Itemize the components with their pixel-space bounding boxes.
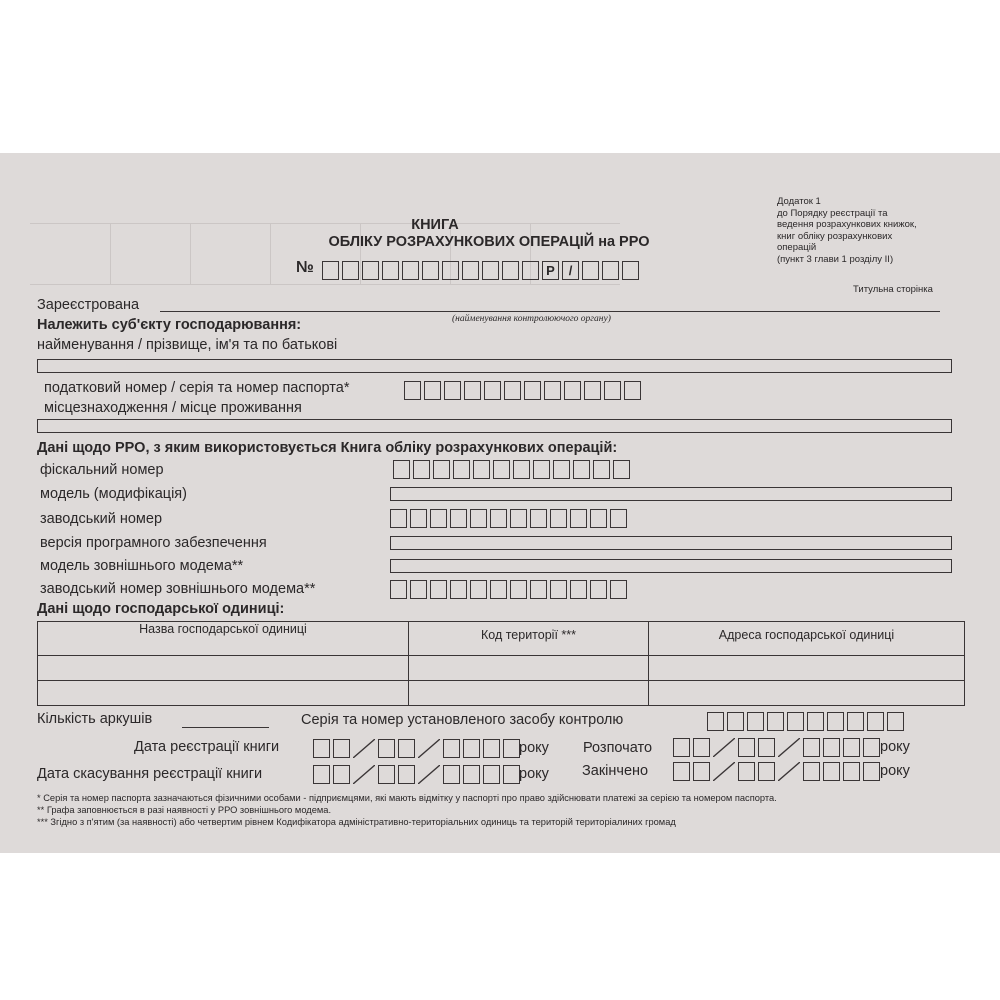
modem-serial-cell[interactable] xyxy=(410,580,427,599)
control-cell[interactable] xyxy=(787,712,804,731)
modem-serial-cell[interactable] xyxy=(490,580,507,599)
table-row xyxy=(38,681,965,706)
owner-heading: Належить суб'єкту господарювання: xyxy=(37,317,302,333)
column-header-address: Адреса господарської одиниці xyxy=(649,622,965,656)
number-sign: № xyxy=(296,259,314,276)
control-device-label: Серія та номер установленого засобу контролю xyxy=(301,712,624,728)
year-cell[interactable] xyxy=(503,765,520,784)
tax-cell[interactable] xyxy=(504,381,521,400)
month-cell[interactable] xyxy=(738,762,755,781)
cancellation-date-label: Дата скасування реєстрації книги xyxy=(37,766,263,782)
control-cell[interactable] xyxy=(847,712,864,731)
month-cell[interactable] xyxy=(378,739,395,758)
serial-cell[interactable] xyxy=(490,509,507,528)
fiscal-number-boxes[interactable] xyxy=(393,460,630,479)
date-separator-slash xyxy=(778,762,800,781)
book-subtitle: ОБЛІКУ РОЗРАХУНКОВИХ ОПЕРАЦІЙ на РРО xyxy=(328,234,650,250)
registration-date-label: Дата реєстрації книги xyxy=(134,739,280,755)
modem-serial-cell[interactable] xyxy=(570,580,587,599)
owner-name-label: найменування / прізвище, ім'я та по батькові xyxy=(37,337,338,353)
control-cell[interactable] xyxy=(827,712,844,731)
column-header-name: Назва господарської одиниці xyxy=(38,622,409,656)
software-version-field[interactable] xyxy=(390,536,952,550)
fiscal-cell[interactable] xyxy=(553,460,570,479)
date-separator-slash xyxy=(418,739,440,758)
modem-serial-cell[interactable] xyxy=(470,580,487,599)
control-cell[interactable] xyxy=(807,712,824,731)
fiscal-cell[interactable] xyxy=(493,460,510,479)
year-cell[interactable] xyxy=(823,762,840,781)
day-cell[interactable] xyxy=(313,765,330,784)
month-cell[interactable] xyxy=(758,738,775,757)
date-separator-slash xyxy=(353,739,375,758)
tax-number-boxes[interactable] xyxy=(404,381,641,400)
address-cell[interactable] xyxy=(649,656,965,681)
modem-model-label: модель зовнішнього модема** xyxy=(40,558,244,574)
year-cell[interactable] xyxy=(443,739,460,758)
modem-serial-cell[interactable] xyxy=(450,580,467,599)
modem-model-field[interactable] xyxy=(390,559,952,573)
month-cell[interactable] xyxy=(378,765,395,784)
day-cell[interactable] xyxy=(693,762,710,781)
modem-serial-cell[interactable] xyxy=(510,580,527,599)
year-cell[interactable] xyxy=(443,765,460,784)
day-cell[interactable] xyxy=(333,765,350,784)
unit-name-cell[interactable] xyxy=(38,656,409,681)
prefix-letter: Р xyxy=(542,261,559,280)
number-cell[interactable] xyxy=(602,261,619,280)
number-cell[interactable] xyxy=(382,261,399,280)
unit-heading: Дані щодо господарської одиниці: xyxy=(37,601,285,617)
year-cell[interactable] xyxy=(823,738,840,757)
date-separator-slash xyxy=(713,762,735,781)
footnote: *** Згідно з п'ятим (за наявності) або четвертим рівнем Кодифікатора адміністративно-територіальних одиниць та територій територіалиних громад xyxy=(37,817,676,827)
form-sheet xyxy=(0,153,1000,853)
serial-cell[interactable] xyxy=(430,509,447,528)
year-cell[interactable] xyxy=(463,765,480,784)
fiscal-cell[interactable] xyxy=(513,460,530,479)
tax-cell[interactable] xyxy=(604,381,621,400)
tax-cell[interactable] xyxy=(484,381,501,400)
year-cell[interactable] xyxy=(863,762,880,781)
modem-serial-cell[interactable] xyxy=(550,580,567,599)
registered-label: Зареєстрована xyxy=(37,297,140,313)
serial-cell[interactable] xyxy=(470,509,487,528)
appendix-line: Додаток 1 xyxy=(777,196,821,207)
prefix-slash: / xyxy=(562,261,579,280)
fiscal-cell[interactable] xyxy=(433,460,450,479)
control-cell[interactable] xyxy=(727,712,744,731)
model-field[interactable] xyxy=(390,487,952,501)
started-date-boxes[interactable] xyxy=(673,738,880,757)
registration-authority-field[interactable] xyxy=(160,311,940,312)
month-cell[interactable] xyxy=(398,739,415,758)
number-cell[interactable] xyxy=(582,261,599,280)
fiscal-number-label: фіскальний номер xyxy=(40,462,164,478)
tax-cell[interactable] xyxy=(464,381,481,400)
tax-cell[interactable] xyxy=(624,381,641,400)
registration-date-boxes[interactable] xyxy=(313,739,520,758)
fiscal-cell[interactable] xyxy=(453,460,470,479)
year-cell[interactable] xyxy=(803,762,820,781)
serial-number-boxes[interactable] xyxy=(390,509,627,528)
date-separator-slash xyxy=(418,765,440,784)
serial-number-label: заводський номер xyxy=(40,511,163,527)
year-cell[interactable] xyxy=(483,739,500,758)
territory-code-cell[interactable] xyxy=(409,656,649,681)
appendix-line: ведення розрахункових книжок, xyxy=(777,219,917,230)
number-cell[interactable] xyxy=(342,261,359,280)
serial-cell[interactable] xyxy=(550,509,567,528)
table-row xyxy=(38,656,965,681)
serial-cell[interactable] xyxy=(530,509,547,528)
territory-code-cell[interactable] xyxy=(409,681,649,706)
owner-name-field[interactable] xyxy=(37,359,952,373)
number-cell[interactable] xyxy=(402,261,419,280)
serial-cell[interactable] xyxy=(570,509,587,528)
rro-heading: Дані щодо РРО, з яким використовується Книга обліку розрахункових операцій: xyxy=(37,440,618,456)
number-cell[interactable] xyxy=(462,261,479,280)
date-separator-slash xyxy=(353,765,375,784)
appendix-line: до Порядку реєстрації та xyxy=(777,207,888,219)
year-word: року xyxy=(519,740,549,756)
table-header-row xyxy=(38,622,965,656)
business-unit-table xyxy=(37,621,965,706)
modem-serial-cell[interactable] xyxy=(390,580,407,599)
year-cell[interactable] xyxy=(503,739,520,758)
serial-cell[interactable] xyxy=(590,509,607,528)
cancellation-date-boxes[interactable] xyxy=(313,765,520,784)
number-cell[interactable] xyxy=(502,261,519,280)
serial-cell[interactable] xyxy=(390,509,407,528)
tax-cell[interactable] xyxy=(584,381,601,400)
fiscal-cell[interactable] xyxy=(533,460,550,479)
control-cell[interactable] xyxy=(767,712,784,731)
footnotes xyxy=(37,792,777,828)
number-cell[interactable] xyxy=(322,261,339,280)
year-word: року xyxy=(880,763,910,779)
fiscal-cell[interactable] xyxy=(613,460,630,479)
month-cell[interactable] xyxy=(398,765,415,784)
number-cell[interactable] xyxy=(622,261,639,280)
number-cell[interactable] xyxy=(522,261,539,280)
number-cell[interactable] xyxy=(442,261,459,280)
book-title: КНИГА xyxy=(411,217,459,233)
appendix-line: (пункт 3 глави 1 розділу II) xyxy=(777,253,894,265)
sheets-count-label: Кількість аркушів xyxy=(37,711,153,727)
location-label: місцезнаходження / місце проживання xyxy=(44,400,302,416)
tax-cell[interactable] xyxy=(404,381,421,400)
tax-number-label: податковий номер / серія та номер паспорта* xyxy=(44,380,350,396)
started-label: Розпочато xyxy=(583,740,653,756)
modem-serial-cell[interactable] xyxy=(610,580,627,599)
footnote: * Серія та номер паспорта зазначаються фізичними особами - підприємцями, які мають відмітку у паспорті про право здійснювати платежі за серією та номером паспорта. xyxy=(37,793,777,803)
month-cell[interactable] xyxy=(738,738,755,757)
serial-cell[interactable] xyxy=(610,509,627,528)
appendix-note xyxy=(777,196,917,265)
fiscal-cell[interactable] xyxy=(393,460,410,479)
footnote: ** Графа заповнюється в разі наявності у РРО зовнішнього модема. xyxy=(37,805,332,815)
serial-cell[interactable] xyxy=(410,509,427,528)
serial-cell[interactable] xyxy=(510,509,527,528)
control-cell[interactable] xyxy=(887,712,904,731)
tax-cell[interactable] xyxy=(564,381,581,400)
year-word: року xyxy=(880,739,910,755)
appendix-line: книг обліку розрахункових xyxy=(777,230,893,242)
serial-cell[interactable] xyxy=(450,509,467,528)
finished-label: Закінчено xyxy=(582,763,649,779)
day-cell[interactable] xyxy=(673,738,690,757)
day-cell[interactable] xyxy=(693,738,710,757)
sheets-count-field[interactable] xyxy=(182,727,269,728)
modem-serial-label: заводський номер зовнішнього модема** xyxy=(40,581,316,597)
column-header-territory-code: Код території *** xyxy=(409,622,649,656)
date-separator-slash xyxy=(713,738,735,757)
day-cell[interactable] xyxy=(313,739,330,758)
appendix-line: операцій xyxy=(777,242,817,253)
year-word: року xyxy=(519,766,549,782)
year-cell[interactable] xyxy=(463,739,480,758)
day-cell[interactable] xyxy=(333,739,350,758)
month-cell[interactable] xyxy=(758,762,775,781)
control-cell[interactable] xyxy=(747,712,764,731)
software-version-label: версія програмного забезпечення xyxy=(40,535,267,551)
tax-cell[interactable] xyxy=(444,381,461,400)
year-cell[interactable] xyxy=(863,738,880,757)
registration-caption: (найменування контролюючого органу) xyxy=(452,314,611,324)
tax-cell[interactable] xyxy=(524,381,541,400)
fiscal-cell[interactable] xyxy=(413,460,430,479)
year-cell[interactable] xyxy=(843,762,860,781)
location-field[interactable] xyxy=(37,419,952,433)
year-cell[interactable] xyxy=(483,765,500,784)
modem-serial-cell[interactable] xyxy=(430,580,447,599)
date-separator-slash xyxy=(778,738,800,757)
fiscal-cell[interactable] xyxy=(593,460,610,479)
year-cell[interactable] xyxy=(843,738,860,757)
day-cell[interactable] xyxy=(673,762,690,781)
control-cell[interactable] xyxy=(707,712,724,731)
year-cell[interactable] xyxy=(803,738,820,757)
modem-serial-cell[interactable] xyxy=(530,580,547,599)
book-number-boxes[interactable] xyxy=(322,261,639,280)
tax-cell[interactable] xyxy=(544,381,561,400)
modem-serial-cell[interactable] xyxy=(590,580,607,599)
unit-name-cell[interactable] xyxy=(38,681,409,706)
fiscal-cell[interactable] xyxy=(473,460,490,479)
finished-date-boxes[interactable] xyxy=(673,762,880,781)
control-device-boxes[interactable] xyxy=(707,712,904,731)
control-cell[interactable] xyxy=(867,712,884,731)
tax-cell[interactable] xyxy=(424,381,441,400)
model-label: модель (модифікація) xyxy=(40,486,187,502)
page-label: Титульна сторінка xyxy=(853,284,933,295)
number-cell[interactable] xyxy=(482,261,499,280)
address-cell[interactable] xyxy=(649,681,965,706)
modem-serial-boxes[interactable] xyxy=(390,580,627,599)
fiscal-cell[interactable] xyxy=(573,460,590,479)
number-cell[interactable] xyxy=(362,261,379,280)
number-cell[interactable] xyxy=(422,261,439,280)
